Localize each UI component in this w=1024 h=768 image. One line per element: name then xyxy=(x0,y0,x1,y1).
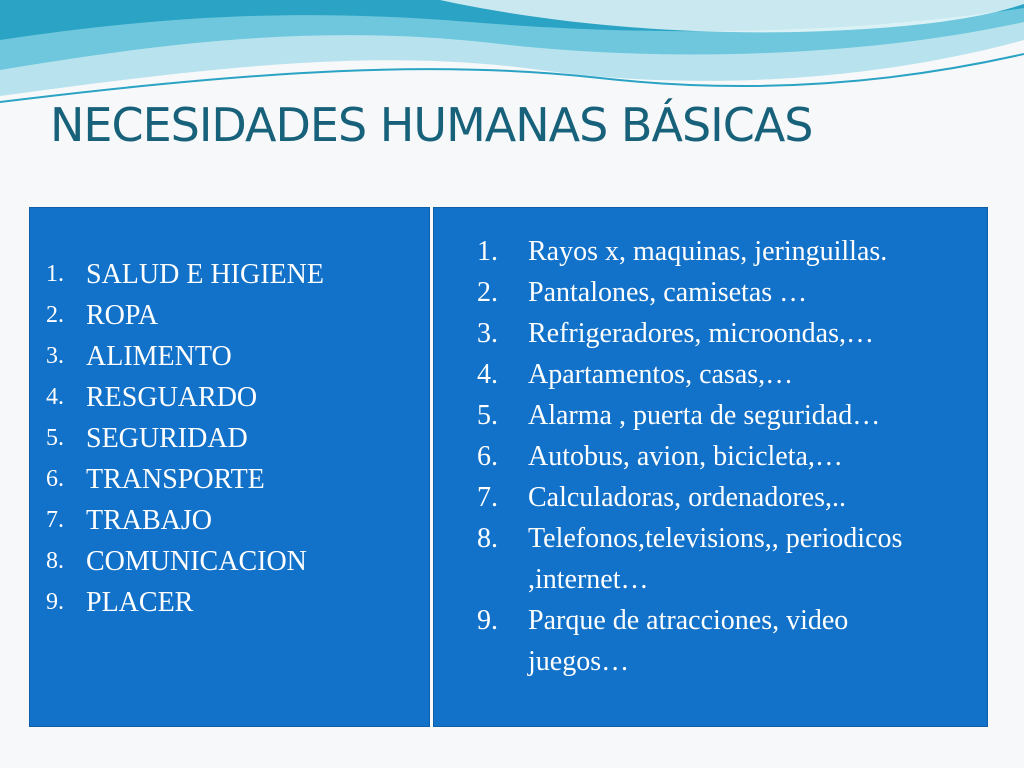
list-item-number: 9. xyxy=(46,589,64,615)
list-item-number: 2. xyxy=(477,277,498,308)
list-item-text: SEGURIDAD xyxy=(86,423,248,454)
list-item xyxy=(46,582,324,623)
list-item xyxy=(46,254,324,295)
list-item-text: Telefonos,televisions,, periodicos ,internet… xyxy=(528,523,903,595)
list-item xyxy=(477,313,902,354)
list-item-text: PLACER xyxy=(86,587,194,618)
list-item xyxy=(46,295,324,336)
list-item-text: Apartamentos, casas,… xyxy=(528,359,794,390)
list-item-number: 6. xyxy=(46,466,64,492)
list-item-text: Rayos x, maquinas, jeringuillas. xyxy=(528,236,888,267)
slide-title: NECESIDADES HUMANAS BÁSICAS xyxy=(50,98,813,152)
list-item-text: TRABAJO xyxy=(86,505,213,536)
list-item-text: Autobus, avion, bicicleta,… xyxy=(528,441,843,472)
list-item-text: Parque de atracciones, video juegos… xyxy=(528,605,849,677)
list-item-number: 5. xyxy=(477,400,498,431)
list-item-number: 4. xyxy=(46,384,64,410)
list-item-number: 3. xyxy=(477,318,498,349)
list-item-text: ALIMENTO xyxy=(86,341,232,372)
list-item-number: 9. xyxy=(477,605,498,636)
list-item-text: Calculadoras, ordenadores,.. xyxy=(528,482,846,513)
list-item xyxy=(477,600,902,682)
list-item xyxy=(477,231,902,272)
list-item xyxy=(46,541,324,582)
list-item xyxy=(46,459,324,500)
list-item-number: 7. xyxy=(46,507,64,533)
list-item-number: 3. xyxy=(46,343,64,369)
list-item xyxy=(46,418,324,459)
list-item xyxy=(46,500,324,541)
list-item-number: 8. xyxy=(46,548,64,574)
list-item-text: Alarma , puerta de seguridad… xyxy=(528,400,881,431)
list-item xyxy=(477,395,902,436)
list-item xyxy=(46,336,324,377)
list-item-text: ROPA xyxy=(86,300,159,331)
list-item-text: TRANSPORTE xyxy=(86,464,265,495)
list-item-text: COMUNICACION xyxy=(86,546,307,577)
list-item-text: SALUD E HIGIENE xyxy=(86,259,324,290)
list-item xyxy=(477,477,902,518)
list-item xyxy=(477,272,902,313)
list-item xyxy=(46,377,324,418)
list-item xyxy=(477,354,902,395)
list-item-number: 7. xyxy=(477,482,498,513)
list-item-number: 5. xyxy=(46,425,64,451)
list-item-text: Refrigeradores, microondas,… xyxy=(528,318,874,349)
needs-list xyxy=(46,254,324,623)
list-item-number: 1. xyxy=(477,236,498,267)
left-panel xyxy=(29,207,430,727)
list-item-number: 6. xyxy=(477,441,498,472)
list-item-number: 2. xyxy=(46,302,64,328)
list-item-number: 8. xyxy=(477,523,498,554)
list-item xyxy=(477,436,902,477)
right-panel xyxy=(433,207,988,727)
list-item-text: RESGUARDO xyxy=(86,382,258,413)
list-item-number: 1. xyxy=(46,261,64,287)
list-item-number: 4. xyxy=(477,359,498,390)
list-item xyxy=(477,518,902,600)
list-item-text: Pantalones, camisetas … xyxy=(528,277,808,308)
examples-list xyxy=(477,231,902,682)
